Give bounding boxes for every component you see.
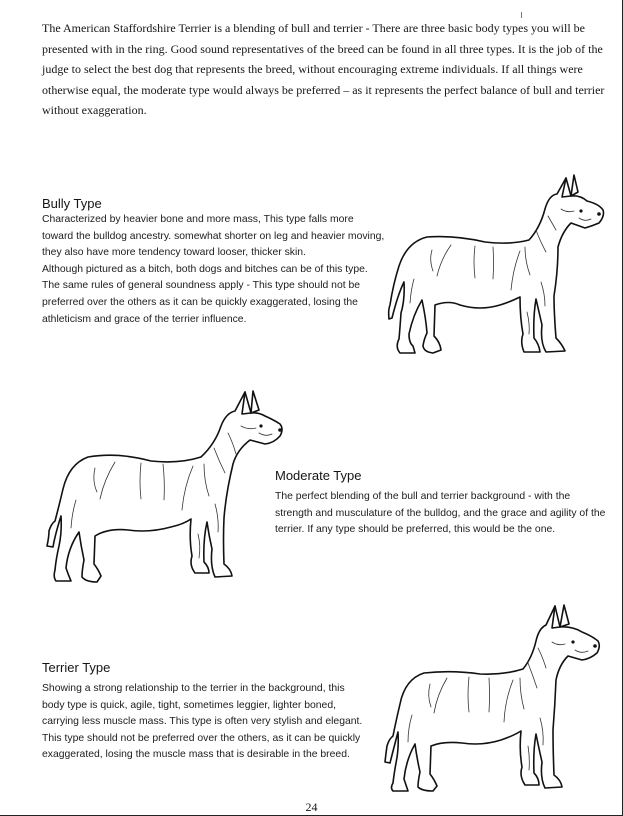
terrier-dog-illustration — [372, 600, 610, 790]
bully-dog-illustration — [380, 168, 610, 363]
moderate-dog-illustration — [38, 386, 288, 589]
page-number: 24 — [305, 800, 318, 814]
intro-paragraph: The American Staffordshire Terrier is a blending of bull and terrier - There are three basic body types you will be presented with in the ring. Good sound representatives of the breed can be found in all three types. It is the job of the judge to select the best dog that represents the breed, without encouraging extreme individuals. If all things were otherwise equal, the moderate type would always be preferred – as it represents the perfect balance of bull and terrier without exaggeration. — [42, 21, 605, 117]
bully-type-description — [42, 212, 387, 328]
terrier-type-description: Showing a strong relationship to the terrier in the background, this body type is quick, agile, tight, sometimes leggier, lighter boned, carrying less muscle mass. This type is often very stylish and elegant. This type should not be preferred over the others, as it can be quickly exaggerated, losing the muscle mass that is desirable in the breed. — [42, 683, 363, 761]
bully-type-paragraph-2: Although pictured as a bitch, both dogs and bitches can be of this type. The same rules of general soundness apply - This type should not be preferred over the others as it can be quickly exaggerated, losing the athleticism and grace of the terrier influence. — [42, 263, 368, 325]
terrier-dog-outline — [385, 606, 599, 791]
terrier-type-title: Terrier Type — [42, 660, 111, 675]
moderate-type-title: Moderate Type — [275, 468, 362, 483]
bully-type-title: Bully Type — [42, 196, 102, 211]
bully-type-paragraph-1: Characterized by heavier bone and more mass, This type falls more toward the bulldog ancestry. somewhat shorter on leg and heavier moving, they also have more tendency toward looser, thicker skin. — [42, 214, 385, 259]
moderate-type-description: The perfect blending of the bull and terrier background - with the strength and musculature of the bulldog, and the grace and agility of the terrier. If any type should be preferred, this would be the one. — [275, 491, 606, 536]
bully-dog-outline — [389, 178, 604, 353]
